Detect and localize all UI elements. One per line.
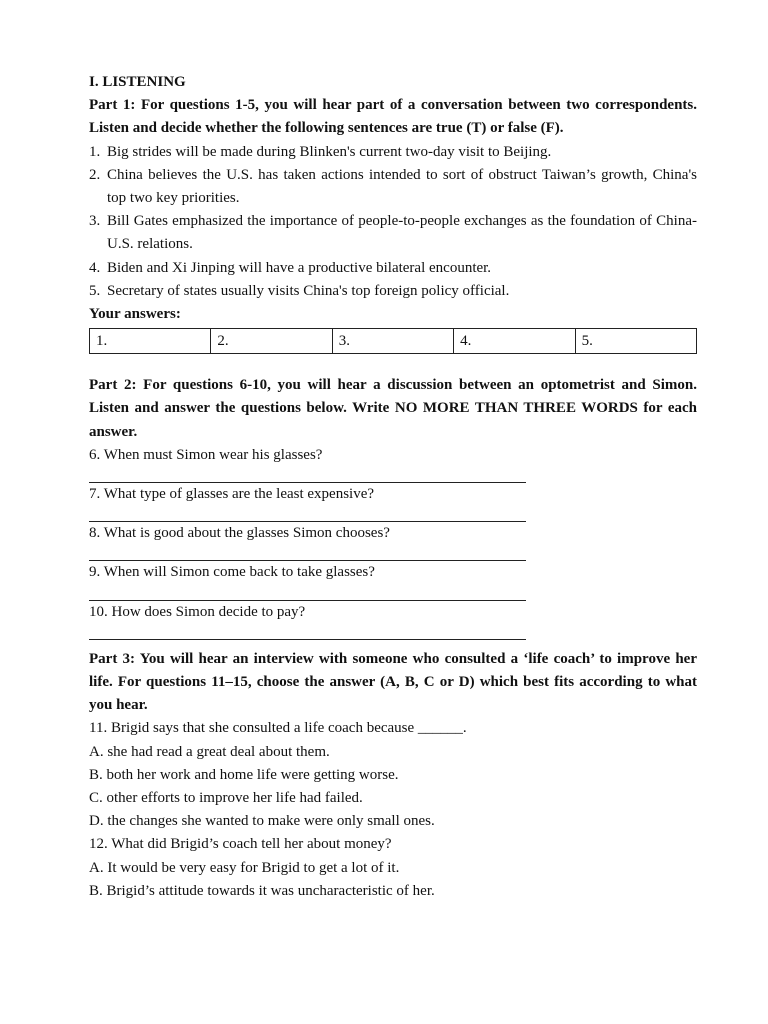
statement-item xyxy=(89,257,697,280)
spacer xyxy=(89,354,697,374)
question-11-option-b: B. both her work and home life were getting worse. xyxy=(89,766,399,783)
answer-line[interactable] xyxy=(89,545,526,561)
answer-cell-1[interactable]: 1. xyxy=(90,329,211,354)
question-11-option-c: C. other efforts to improve her life had failed. xyxy=(89,790,363,807)
answer-cell-3[interactable]: 3. xyxy=(332,329,453,354)
answer-table xyxy=(89,328,697,354)
question-12-option-a: A. It would be very easy for Brigid to get a lot of it. xyxy=(89,859,400,876)
statement-number: 5. xyxy=(89,282,101,299)
question-11-stem: 11. Brigid says that she consulted a life coach because ______. xyxy=(89,720,467,737)
statement-text: Biden and Xi Jinping will have a productive bilateral encounter. xyxy=(107,259,492,276)
statement-item xyxy=(89,164,697,210)
answer-line[interactable] xyxy=(89,467,526,483)
statement-number: 2. xyxy=(89,166,101,183)
statement-text: China believes the U.S. has taken actions intended to sort of obstruct Taiwan’s growth, China's top two key priorities. xyxy=(107,166,697,207)
answer-cell-4[interactable]: 4. xyxy=(454,329,575,354)
statement-number: 3. xyxy=(89,213,101,230)
part2-question: 6. When must Simon wear his glasses? xyxy=(89,446,323,463)
statement-item xyxy=(89,280,697,303)
statement-item xyxy=(89,141,697,164)
answers-label: Your answers: xyxy=(89,306,181,323)
part1-statement-list xyxy=(89,141,697,303)
statement-text: Big strides will be made during Blinken's current two-day visit to Beijing. xyxy=(107,143,552,160)
statement-text: Bill Gates emphasized the importance of people-to-people exchanges as the foundation of China-U.S. relations. xyxy=(107,213,697,253)
section-title: I. LISTENING xyxy=(89,74,186,90)
statement-text: Secretary of states usually visits China's top foreign policy official. xyxy=(107,282,510,299)
question-12-option-b: B. Brigid’s attitude towards it was uncharacteristic of her. xyxy=(89,882,435,899)
answer-line[interactable] xyxy=(89,506,526,522)
answer-line[interactable] xyxy=(89,585,526,601)
question-11-option-a: A. she had read a great deal about them. xyxy=(89,743,330,760)
answer-line[interactable] xyxy=(89,624,526,640)
answer-cell-5[interactable]: 5. xyxy=(575,329,696,354)
part3-heading: Part 3: You will hear an interview with someone who consulted a ‘life coach’ to improve her life. For questions 11–15, choose the answer (A, B, C or D) which best fits according to what you hear. xyxy=(89,650,697,714)
part2-question: 8. What is good about the glasses Simon chooses? xyxy=(89,525,390,542)
answer-row xyxy=(90,329,697,354)
part2-heading: Part 2: For questions 6-10, you will hear a discussion between an optometrist and Simon. Listen and answer the questions below. Write NO MORE THAN THREE WORDS for each answer. xyxy=(89,377,697,440)
part1-heading: Part 1: For questions 1-5, you will hear part of a conversation between two correspondents. Listen and decide whether the following sentences are true (T) or false (F). xyxy=(89,97,697,137)
question-12-stem: 12. What did Brigid’s coach tell her about money? xyxy=(89,836,392,853)
statement-number: 4. xyxy=(89,259,101,276)
answer-cell-2[interactable]: 2. xyxy=(211,329,332,354)
part2-question: 7. What type of glasses are the least expensive? xyxy=(89,486,375,503)
statement-number: 1. xyxy=(89,143,101,160)
question-11-option-d: D. the changes she wanted to make were only small ones. xyxy=(89,813,435,830)
part2-question: 10. How does Simon decide to pay? xyxy=(89,603,306,620)
part2-question: 9. When will Simon come back to take glasses? xyxy=(89,564,375,581)
statement-item xyxy=(89,210,697,256)
